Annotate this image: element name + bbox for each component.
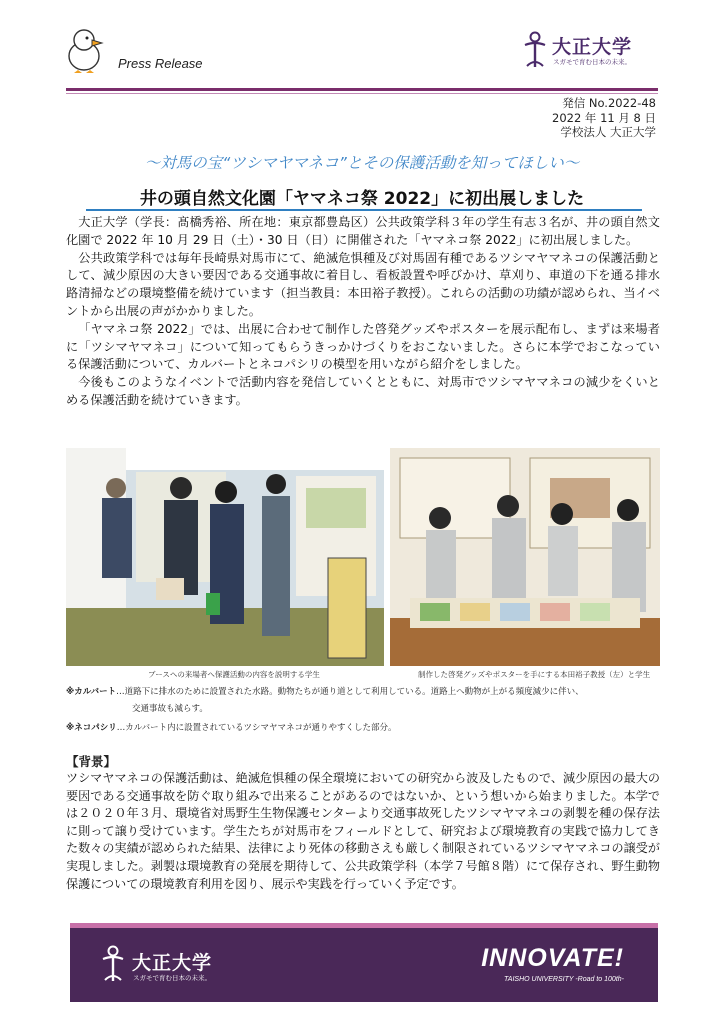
logo-tagline: スガモで育む日本の未来。 <box>553 58 631 66</box>
taisho-logo <box>522 30 652 72</box>
logo-name: 大正大学 <box>552 36 633 58</box>
header-rule <box>66 88 658 91</box>
page-title: 井の頭自然文化園「ヤマネコ祭 2022」に初出展しました <box>139 189 585 209</box>
subtitle: ～対馬の宝“ツシマヤマネコ”とその保護活動を知ってほしい～ <box>144 154 580 172</box>
note-culvert <box>66 684 666 700</box>
footer-logo-name: 大正大学 <box>132 952 213 974</box>
note-culvert-text: …道路下に排水のために設置された水路。動物たちが通り道として利用している。道路上へ動物が上がる頻度減少に伴い、 <box>116 687 584 697</box>
organization: 学校法人 大正大学 <box>560 125 656 139</box>
release-meta <box>552 96 656 140</box>
background-text: ツシマヤマネコの保護活動は、絶滅危惧種の保全環境においての研究から波及したもので、減少原因の最大の要因である交通事故を防ぐ取り組みで出来ることがあるのではないか、という想いから始まりました。本学では２０２０年３月、環境省対馬野生生物保護センターより交通事故死したツシマヤマネコの剥製を種の保存法に則って譲り受けています。学生たちが対馬市をフィールドとして、研究および環境教育の実践で協力してきた数々の実績が認められた結果、法律により死体の移動さえも厳しく制限されているツシマヤマネコの譲受が実現しました。剥製は環境教育の発展を期待して、公共政策学科（本学７号館８階）にて保存され、野生動物保護についての環境教育利用を図り、展示や実践を行っていく予定です。 <box>66 771 660 891</box>
issue-number: 発信 No.2022-48 <box>562 96 656 110</box>
booth-photo-left <box>66 448 384 666</box>
paragraph-3: 「ヤマネコ祭 2022」では、出展に合わせて制作した啓発グッズやポスターを展示配布し、まずは来場者に「ツシマヤマネコ」について知ってもらうきっかけづくりをおこないました。さらに本学でおこなっている保護活動について、カルバートとネコパシリの模型を用いながら紹介をしました。 <box>66 321 660 372</box>
paragraph-2: 公共政策学科では毎年長崎県対馬市にて、絶滅危惧種及び対馬固有種であるツシマヤマネコの保護活動として、減少原因の大きい要因である交通事故に着目し、看板設置や呼びかけ、草刈り、車道の下を通る排水路清掃などの環境整備を続けています（担当教員：本田裕子教授）。これらの活動の功績が認められ、当イベントから出展の声がかかりました。 <box>66 250 660 318</box>
caption-right: 制作した啓発グッズやポスターを手にする本田裕子教授（左）と学生 <box>418 670 651 679</box>
booth-photo-right <box>390 448 660 666</box>
footer-banner <box>70 928 658 1002</box>
title-underline <box>86 209 642 211</box>
header-rule-thin <box>66 93 658 94</box>
duck-mascot-icon <box>64 26 104 74</box>
paragraph-1: 大正大学（学長：髙橋秀裕、所在地：東京都豊島区）公共政策学科３年の学生有志３名が、井の頭自然文化園で 2022 年 10 月 29 日（土）・30 日（日）に開催された「ヤマネコ祭 2022」に初出展しました。 <box>66 215 660 247</box>
taisho-emblem-icon <box>522 30 548 70</box>
note-nekopashiri-term: ※ネコパシリ <box>66 723 117 733</box>
innovate-subline: TAISHO UNIVERSITY -Road to 100th- <box>504 976 624 983</box>
taisho-emblem-icon <box>100 944 126 984</box>
footer-logo-tagline: スガモで育む日本の未来。 <box>133 974 211 982</box>
body-text <box>66 214 660 410</box>
booth-scene-illustration <box>66 448 384 666</box>
release-date: 2022 年 11 月 8 日 <box>552 110 656 125</box>
note-nekopashiri <box>66 720 666 736</box>
note-culvert-term: ※カルバート <box>66 687 117 697</box>
note-nekopashiri-text: …カルバート内に設置されているツシマヤマネコが通りやすくした部分。 <box>116 723 397 733</box>
paragraph-4: 今後もこのようなイベントで活動内容を発信していくとともに、対馬市でツシマヤマネコの減少をくいとめる保護活動を続けていきます。 <box>66 375 660 407</box>
students-scene-illustration <box>390 448 660 666</box>
innovate-slogan: INNOVATE! <box>481 944 624 972</box>
background-heading: 【背景】 <box>66 754 117 769</box>
caption-left: ブースへの来場者へ保護活動の内容を説明する学生 <box>148 670 320 679</box>
press-release-label: Press Release <box>118 56 203 71</box>
note-culvert-cont: 交通事故も減らす。 <box>132 704 208 714</box>
